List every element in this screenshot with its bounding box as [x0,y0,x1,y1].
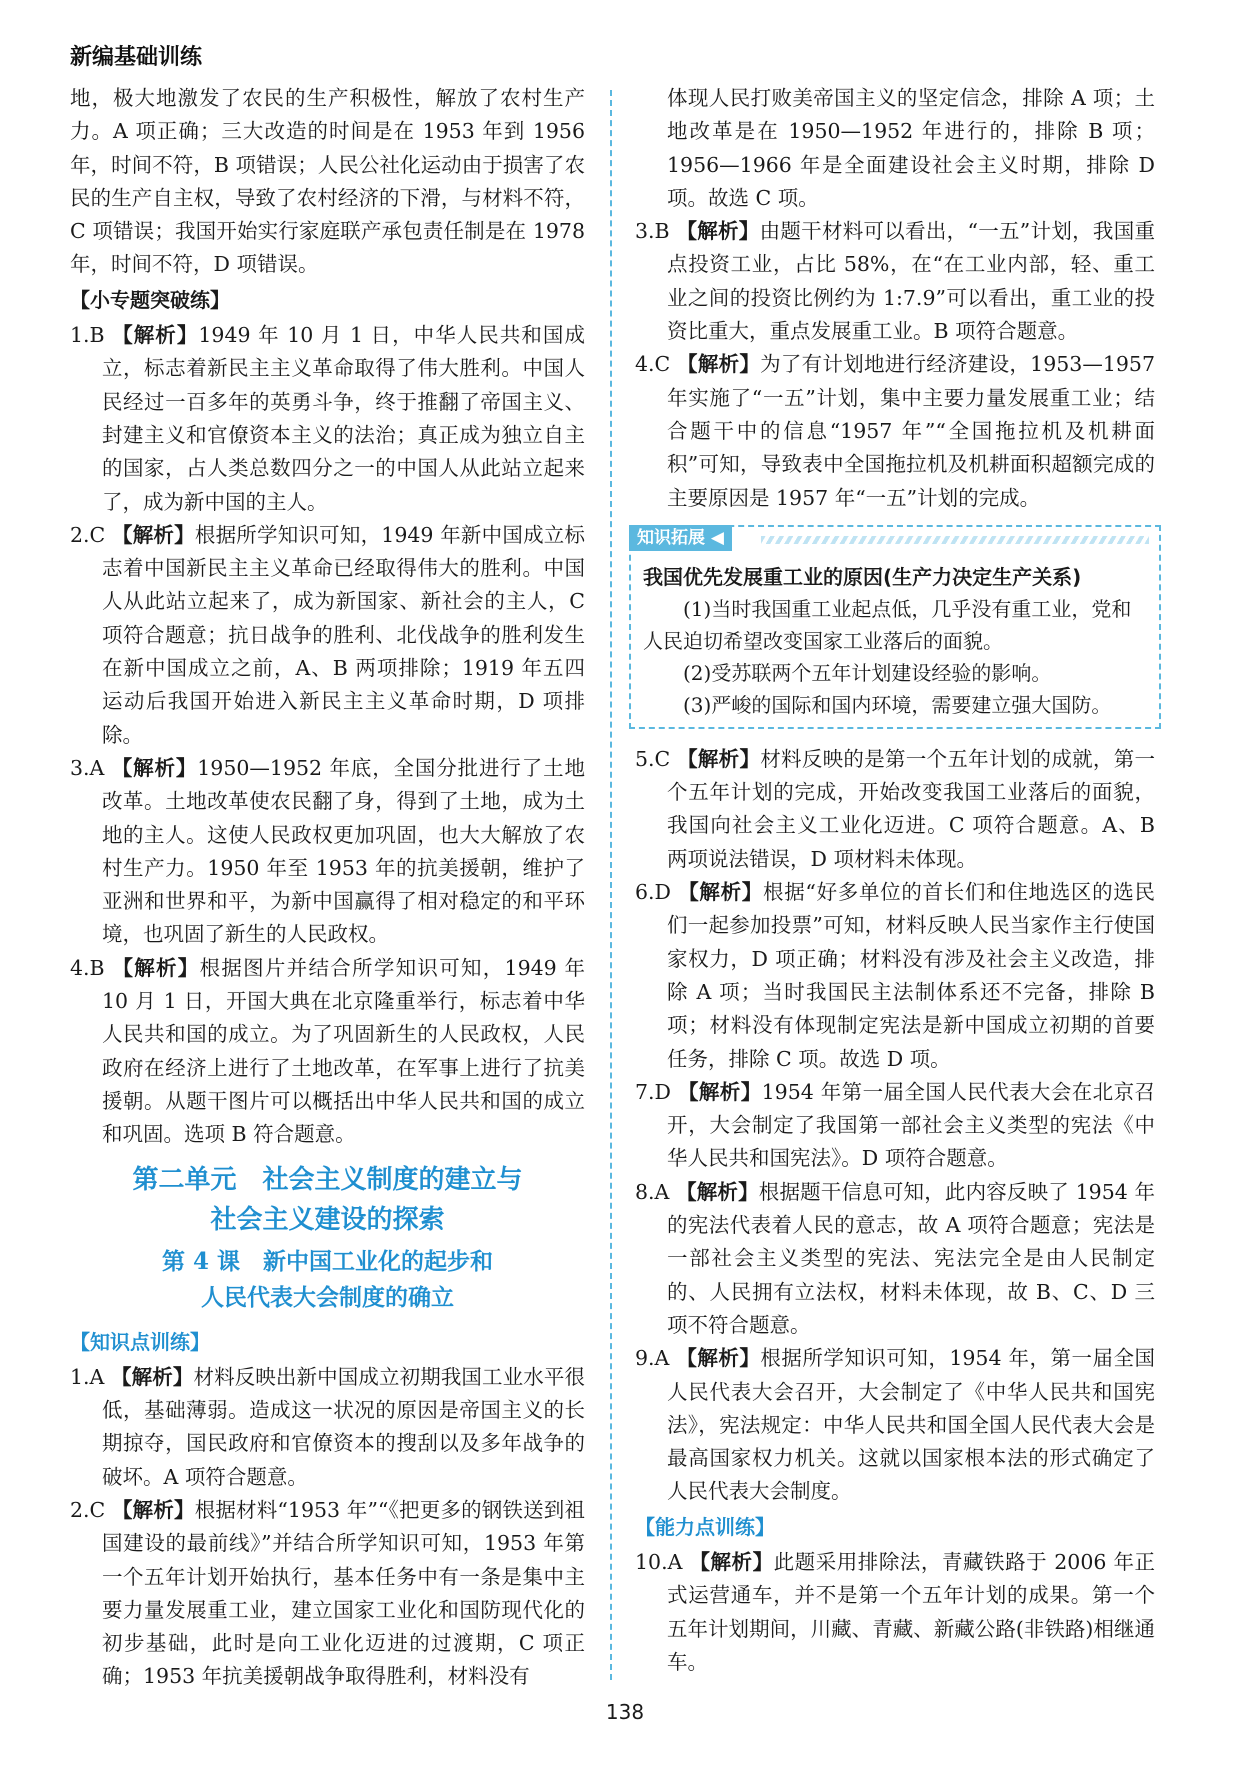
extension-point: (2)受苏联两个五年计划建设经验的影响。 [683,660,1052,685]
analysis-tag: 【解析】 [676,219,760,244]
answer-explanation: 根据“好多单位的首长们和住地选区的选民们一起参加投票”可知，材料反映人民当家作主行使国家权力，D 项正确；材料没有涉及社会主义改造，排除 A 项；当时我国民主法制体系还不完备，排除 B 项；材料没有体现制定宪法是新中国成立初期的首要任务，排除 C 项。故选 D 项。 [667,880,1155,1071]
analysis-tag: 【解析】 [112,955,200,980]
answer-explanation: 根据题干信息可知，此内容反映了 1954 年的宪法代表着人民的意志，故 A 项符合题意；宪法是一部社会主义类型的宪法、宪法完全是由人民制定的、人民拥有立法权，材料未体现，故 B、C、D 三项不符合题意。 [667,1179,1156,1337]
section-label-ability-practice: 【能力点训练】 [635,1514,775,1539]
answer-item [70,519,585,752]
answer-list [70,319,585,1151]
answer-list [635,743,1155,1509]
answer-item [635,1342,1155,1508]
extension-point: (1)当时我国重工业起点低，几乎没有重工业，党和人民迫切希望改变国家工业落后的面貌。 [643,596,1132,653]
answer-list [70,1361,585,1694]
answer-number: 1.B [70,323,105,348]
answer-explanation: 由题干材料可以看出，“一五”计划，我国重点投资工业，占比 58%，在“在工业内部，轻、重工业之间的投资比例约为 1:7.9”可以看出，重工业的投资比重大，重点发展重工业。B 项符合题意。 [667,219,1155,344]
answer-item [70,319,585,519]
answer-explanation: 1949 年 10 月 1 日，中华人民共和国成立，标志着新民主主义革命取得了伟大胜利。中国人民经过一百多年的英勇斗争，终于推翻了帝国主义、封建主义和官僚资本主义的法治；真正成为独立自主的国家，占人类总数四分之一的中国人从此站立起来了，成为新中国的主人。 [102,323,585,514]
answer-number: 10.A [635,1549,683,1574]
answer-number: 2.C [70,1497,106,1522]
extension-point: (3)严峻的国际和国内环境，需要建立强大国防。 [683,692,1112,717]
section-label-topic-practice: 【小专题突破练】 [70,287,230,312]
answer-number: 8.A [635,1179,670,1204]
answer-item [635,215,1155,348]
book-title: 新编基础训练 [70,45,203,70]
answer-list [635,215,1155,515]
answer-item [70,952,585,1152]
answer-explanation: 1950—1952 年底，全国分批进行了土地改革。土地改革使农民翻了身，得到了土地，成为土地的主人。这使人民政权更加巩固，也大大解放了农村生产力。1950 年至 1953 年的抗美援朝，维护了亚洲和世界和平，为新中国赢得了相对稳定的和平环境，也巩固了新生的人民政权。 [102,755,585,947]
analysis-tag: 【解析】 [677,352,761,377]
answer-item [635,1176,1155,1342]
answer-number: 4.B [70,955,105,980]
analysis-tag: 【解析】 [111,522,195,547]
analysis-tag: 【解析】 [111,1497,195,1522]
knowledge-extension-label: 知识拓展 ◀ [629,525,732,551]
answer-item [70,752,585,952]
column-divider [610,90,612,1680]
answer-number: 9.A [635,1346,670,1371]
answer-item [70,1494,585,1694]
page-number: 138 [605,1700,645,1724]
answer-number: 5.C [635,746,671,771]
answer-number: 3.A [70,755,105,780]
decorative-stripe [761,536,1149,544]
answer-explanation: 1954 年第一届全国人民代表大会在北京召开，大会制定了我国第一部社会主义类型的宪法《中华人民共和国宪法》。D 项符合题意。 [667,1079,1156,1171]
analysis-tag: 【解析】 [677,1079,762,1104]
answer-number: 2.C [70,522,106,547]
section-label-knowledge-practice: 【知识点训练】 [70,1329,210,1354]
analysis-tag: 【解析】 [111,755,198,780]
answer-explanation: 根据图片并结合所学知识可知，1949 年 10 月 1 日，开国大典在北京隆重举行，标志着中华人民共和国的成立。为了巩固新生的人民政权，人民政府在经济上进行了土地改革，在军事上进行了抗美援朝。从题干图片可以概括出中华人民共和国的成立和巩固。选项 B 符合题意。 [102,955,586,1147]
analysis-tag: 【解析】 [676,1346,761,1371]
analysis-tag: 【解析】 [678,880,763,905]
answer-number: 1.A [70,1364,105,1389]
answer-explanation: 此题采用排除法，青藏铁路于 2006 年正式运营通车，并不是第一个五年计划的成果。第一个五年计划期间，川藏、青藏、新藏公路(非铁路)相继通车。 [667,1549,1155,1674]
answer-explanation: 根据所学知识可知，1949 年新中国成立标志着中国新民主主义革命已经取得伟大的胜利。中国人从此站立起来了，成为新国家、新社会的主人，C 项符合题意；抗日战争的胜利、北伐战争的胜利发生在新中国成立之前，A、B 两项排除；1919 年五四运动后我国开始进入新民主主义革命时期，D 项排除。 [102,522,585,747]
answer-list [635,1546,1155,1679]
knowledge-extension-box [629,525,1161,729]
answer-item [635,348,1155,514]
answer-explanation: 根据材料“1953 年”“《把更多的钢铁送到祖国建设的最前线》”并结合所学知识可知，1953 年第一个五年计划开始执行，基本任务中有一条是集中主要力量发展重工业，建立国家工业化和国防现代化的初步基础，此时是向工业化迈进的过渡期，C 项正确；1953 年抗美援朝战争取得胜利，材料没有 [102,1497,585,1689]
answer-item [635,743,1155,876]
answer-item [70,1361,585,1494]
right-column [635,82,1155,1679]
answer-explanation: 材料反映出新中国成立初期我国工业水平很低，基础薄弱。造成这一状况的原因是帝国主义的长期掠夺，国民政府和官僚资本的搜刮以及多年战争的破坏。A 项符合题意。 [102,1364,585,1489]
analysis-tag: 【解析】 [112,323,199,348]
analysis-tag: 【解析】 [677,746,761,771]
analysis-tag: 【解析】 [676,1179,759,1204]
extension-heading: 我国优先发展重工业的原因(生产力决定生产关系) [643,564,1082,589]
answer-number: 4.C [635,352,671,377]
answer-item [635,876,1155,1076]
answer-explanation: 为了有计划地进行经济建设，1953—1957 年实施了“一五”计划，集中主要力量发展重工业；结合题干中的信息“1957 年”“全国拖拉机及机耕面积”可知，导致表中全国拖拉机及机耕面积超额完成的主要原因是 1957 年“一五”计划的完成。 [667,352,1156,510]
answer-number: 6.D [635,880,671,905]
answer-item [635,1076,1155,1176]
unit-title: 第二单元 社会主义制度的建立与 社会主义建设的探索 [132,1164,523,1235]
answer-item [635,1546,1155,1679]
continuation-text: 体现人民打败美帝国主义的坚定信念，排除 A 项；土地改革是在 1950—1952 年进行的，排除 B 项；1956—1966 年是全面建设社会主义时期，排除 D 项。故选 C 项。 [667,86,1155,210]
analysis-tag: 【解析】 [111,1364,194,1389]
answer-explanation: 根据所学知识可知，1954 年，第一届全国人民代表大会召开，大会制定了《中华人民共和国宪法》，宪法规定：中华人民共和国全国人民代表大会是最高国家权力机关。这就以国家根本法的形式确定了人民代表大会制度。 [667,1346,1155,1504]
answer-explanation: 材料反映的是第一个五年计划的成就，第一个五年计划的完成，开始改变我国工业落后的面貌，我国向社会主义工业化迈进。C 项符合题意。A、B 两项说法错误，D 项材料未体现。 [667,746,1155,871]
answer-number: 3.B [635,219,670,244]
answer-number: 7.D [635,1079,671,1104]
left-column [70,82,585,1694]
analysis-tag: 【解析】 [689,1549,774,1574]
continuation-text: 地，极大地激发了农民的生产积极性，解放了农村生产力。A 项正确；三大改造的时间是在 1953 年到 1956 年，时间不符，B 项错误；人民公社化运动由于损害了农民的生产自主权，导致了农村经济的下滑，与材料不符，C 项错误；我国开始实行家庭联产承包责任制是在 1978 年，时间不符，D 项错误。 [70,86,585,277]
lesson-title: 第 4 课 新中国工业化的起步和 人民代表大会制度的确立 [161,1247,494,1311]
